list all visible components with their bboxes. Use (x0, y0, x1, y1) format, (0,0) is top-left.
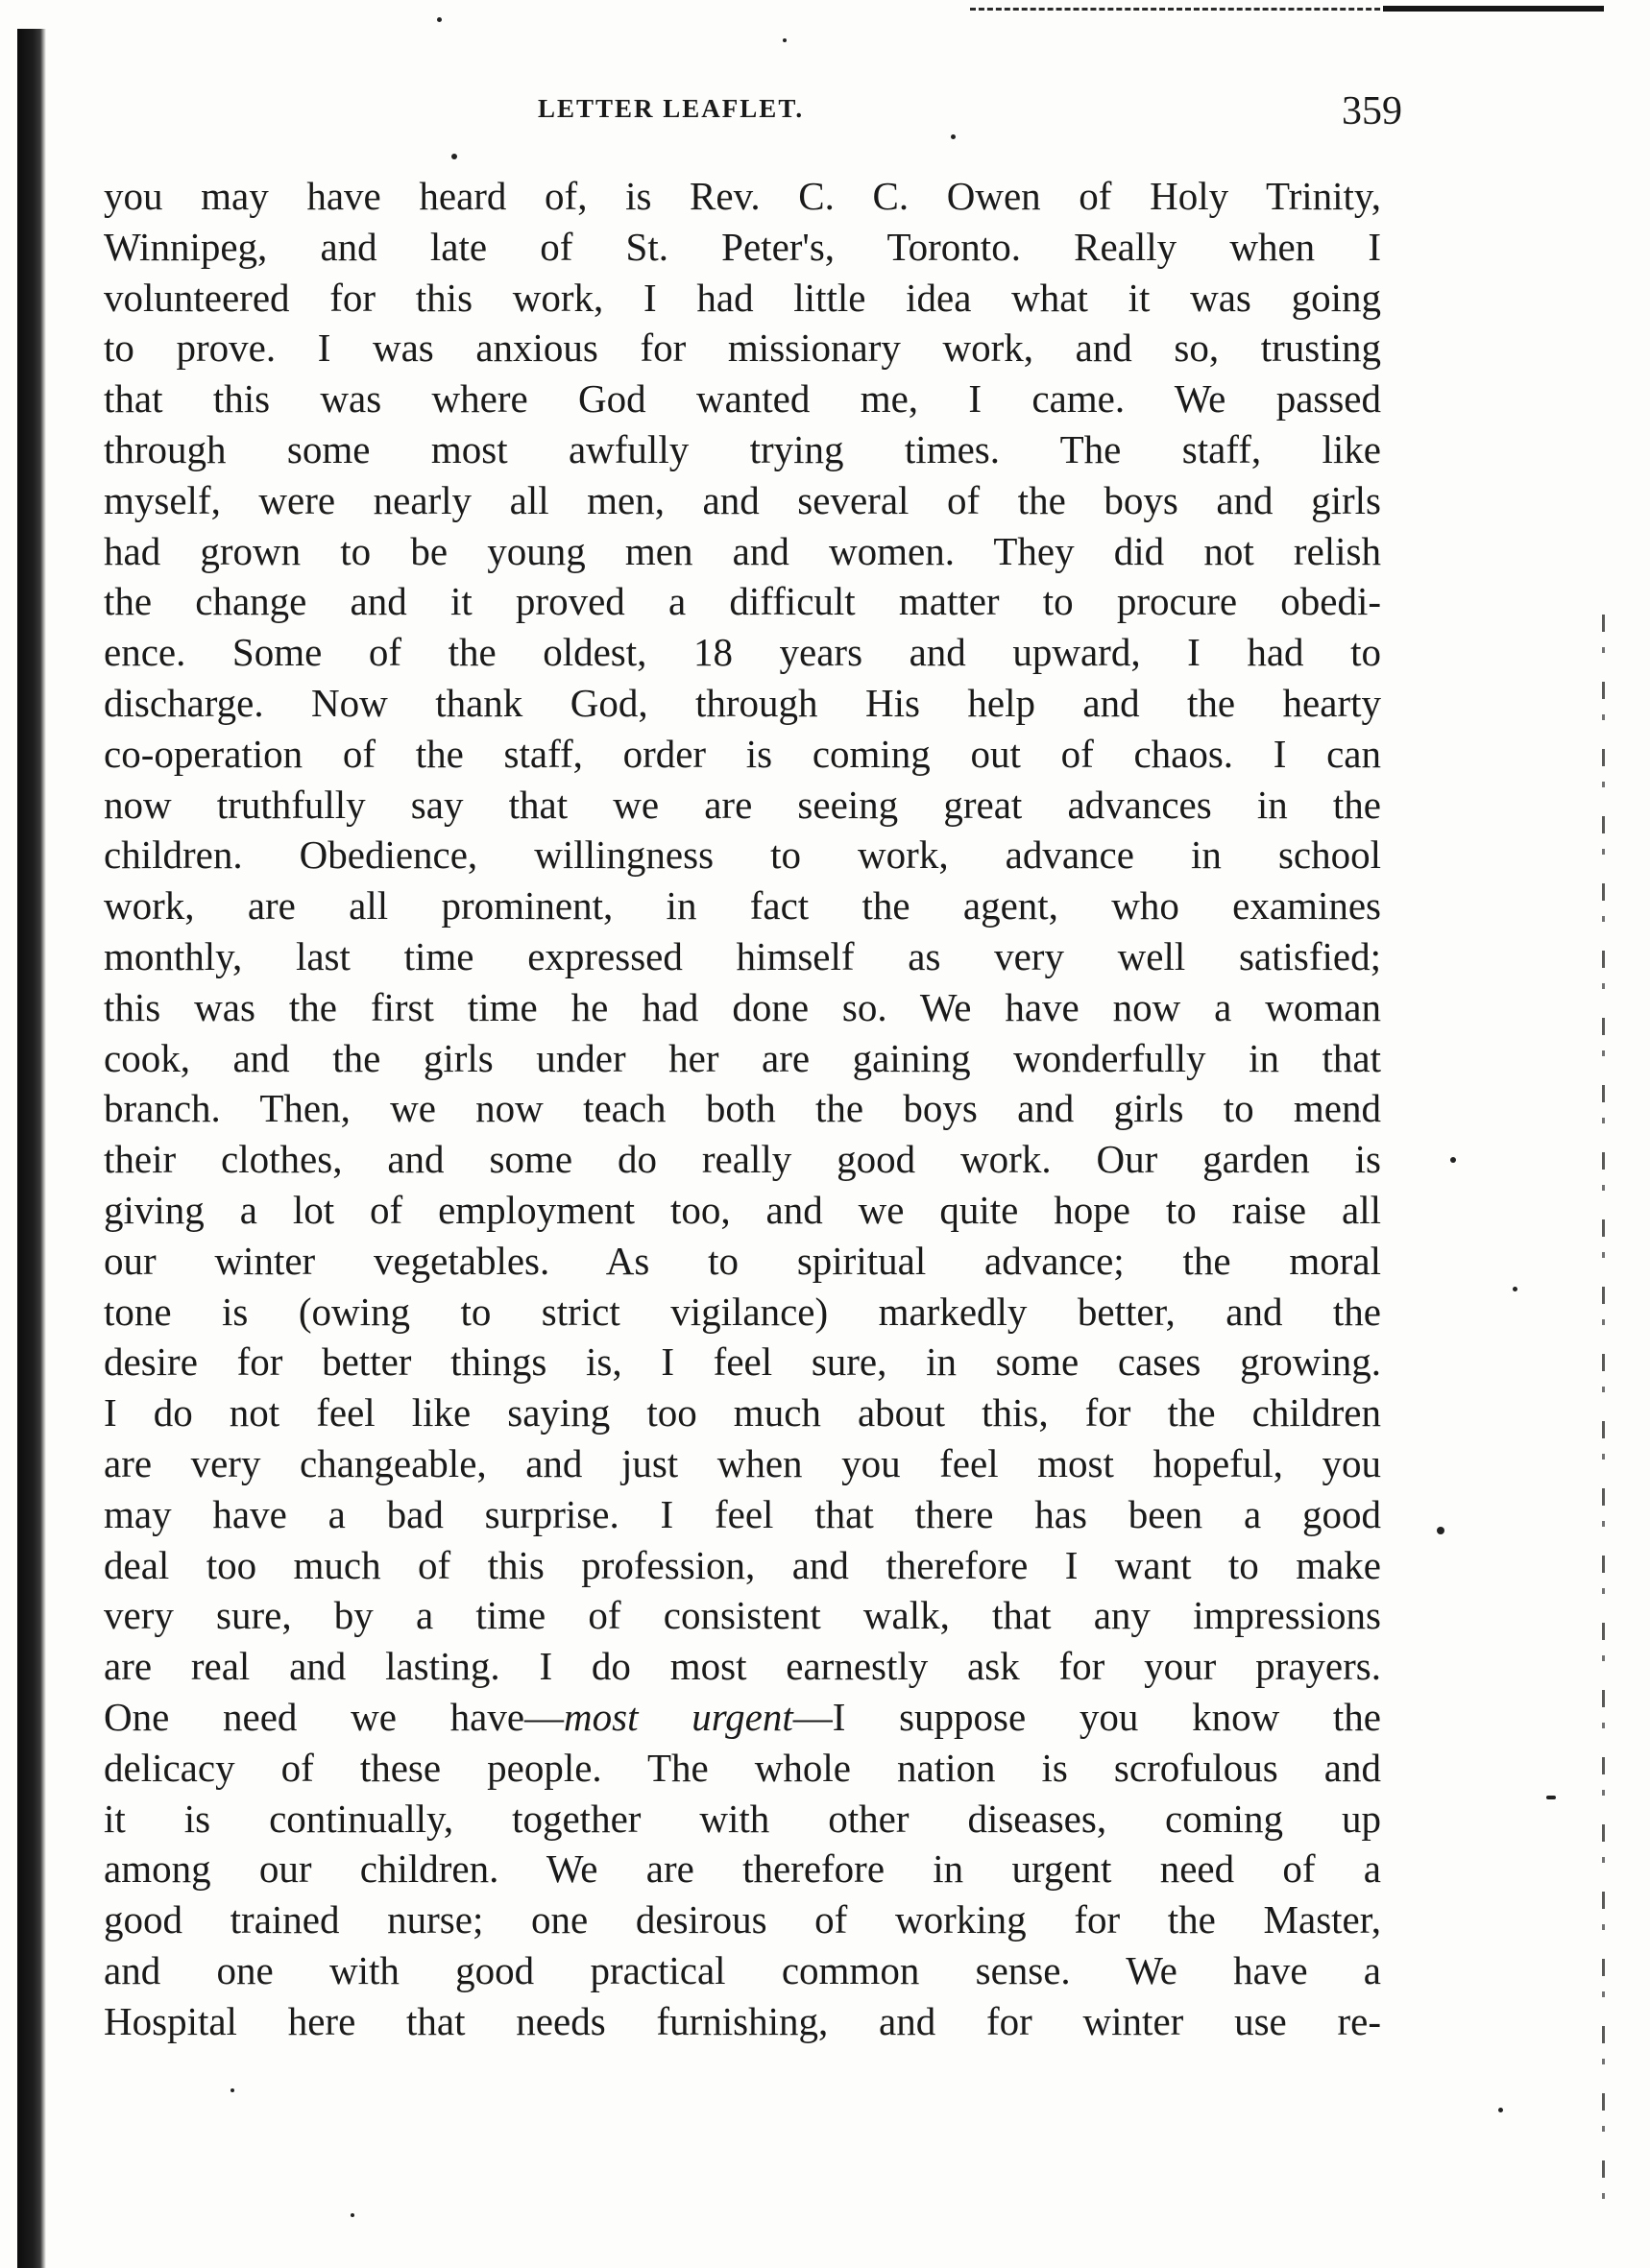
scan-speck (1498, 2108, 1503, 2112)
letter-body (104, 171, 1381, 2046)
text-line: are very changeable, and just when you feel most hopeful, you (104, 1440, 1381, 1485)
text-line: co-operation of the staff, order is coming out of chaos. I can (104, 731, 1381, 776)
scan-speck (231, 2088, 234, 2092)
text-line: Winnipeg, and late of St. Peter's, Toronto. Really when I (104, 224, 1381, 269)
scan-speck (783, 38, 787, 42)
text-line: now truthfully say that we are seeing great advances in the (104, 782, 1381, 827)
text-line: it is continually, together with other diseases, coming up (104, 1796, 1381, 1841)
text-line: I do not feel like saying too much about this, for the children (104, 1390, 1381, 1436)
text-line: our winter vegetables. As to spiritual advance; the moral (104, 1238, 1381, 1283)
scan-speck (451, 154, 457, 159)
emphasis-most-urgent: most urgent (564, 1694, 793, 1739)
text-line: giving a lot of employment too, and we quite hope to raise all (104, 1187, 1381, 1232)
text-fragment: —I suppose you know the (792, 1694, 1381, 1739)
text-line: you may have heard of, is Rev. C. C. Owen of Holy Trinity, (104, 174, 1381, 218)
scan-speck (351, 2213, 354, 2217)
running-head: LETTER LEAFLET. (538, 94, 805, 123)
text-line: had grown to be young men and women. They did not relish (104, 528, 1381, 573)
text-line: work, are all prominent, in fact the agent, who examines (104, 883, 1381, 929)
right-edge-speckles (1602, 615, 1605, 2208)
binding-edge (17, 29, 46, 2268)
text-line: may have a bad surprise. I feel that there has been a good (104, 1491, 1381, 1536)
text-line: to prove. I was anxious for missionary work, and so, trusting (104, 326, 1381, 371)
text-line: ence. Some of the oldest, 18 years and upward, I had to (104, 630, 1381, 675)
text-line: among our children. We are therefore in urgent need of a (104, 1846, 1381, 1892)
scan-speck (1546, 1796, 1556, 1799)
text-line: that this was where God wanted me, I came. We passed (104, 376, 1381, 422)
text-line: deal too much of this profession, and therefore I want to make (104, 1542, 1381, 1587)
text-line: good trained nurse; one desirous of working for the Master, (104, 1897, 1381, 1942)
scan-speck (1450, 1157, 1456, 1163)
scan-speck (437, 17, 442, 22)
page-header (538, 88, 1402, 142)
text-line: myself, were nearly all men, and several of the boys and girls (104, 477, 1381, 522)
text-line: monthly, last time expressed himself as very well satisfied; (104, 933, 1381, 978)
text-line: and one with good practical common sense. We have a (104, 1947, 1381, 1992)
text-line: delicacy of these people. The whole nation is scrofulous and (104, 1745, 1381, 1790)
text-line-with-emphasis (104, 1692, 1381, 1743)
text-line: are real and lasting. I do most earnestly ask for your prayers. (104, 1644, 1381, 1689)
scan-speck (1437, 1527, 1444, 1534)
page-number: 359 (1342, 89, 1402, 133)
scan-speck (1513, 1287, 1517, 1291)
text-line: this was the first time he had done so. We have now a woman (104, 984, 1381, 1029)
text-line: the change and it proved a difficult matter to procure obedi- (104, 579, 1381, 624)
text-line: discharge. Now thank God, through His help and the hearty (104, 680, 1381, 725)
text-line: desire for better things is, I feel sure, in some cases growing. (104, 1339, 1381, 1385)
text-line: cook, and the girls under her are gaining wonderfully in that (104, 1035, 1381, 1080)
top-scan-rule-heavy (1383, 6, 1604, 12)
text-line: their clothes, and some do really good work. Our garden is (104, 1137, 1381, 1182)
text-line: Hospital here that needs furnishing, and for winter use re- (104, 1998, 1381, 2043)
text-line: children. Obedience, willingness to work, advance in school (104, 832, 1381, 878)
text-line: very sure, by a time of consistent walk, that any impressions (104, 1593, 1381, 1638)
text-line: through some most awfully trying times. The staff, like (104, 426, 1381, 471)
text-line: volunteered for this work, I had little idea what it was going (104, 275, 1381, 320)
text-line: branch. Then, we now teach both the boys and girls to mend (104, 1086, 1381, 1131)
text-line: tone is (owing to strict vigilance) markedly better, and the (104, 1289, 1381, 1334)
text-fragment: One need we have— (104, 1694, 565, 1739)
